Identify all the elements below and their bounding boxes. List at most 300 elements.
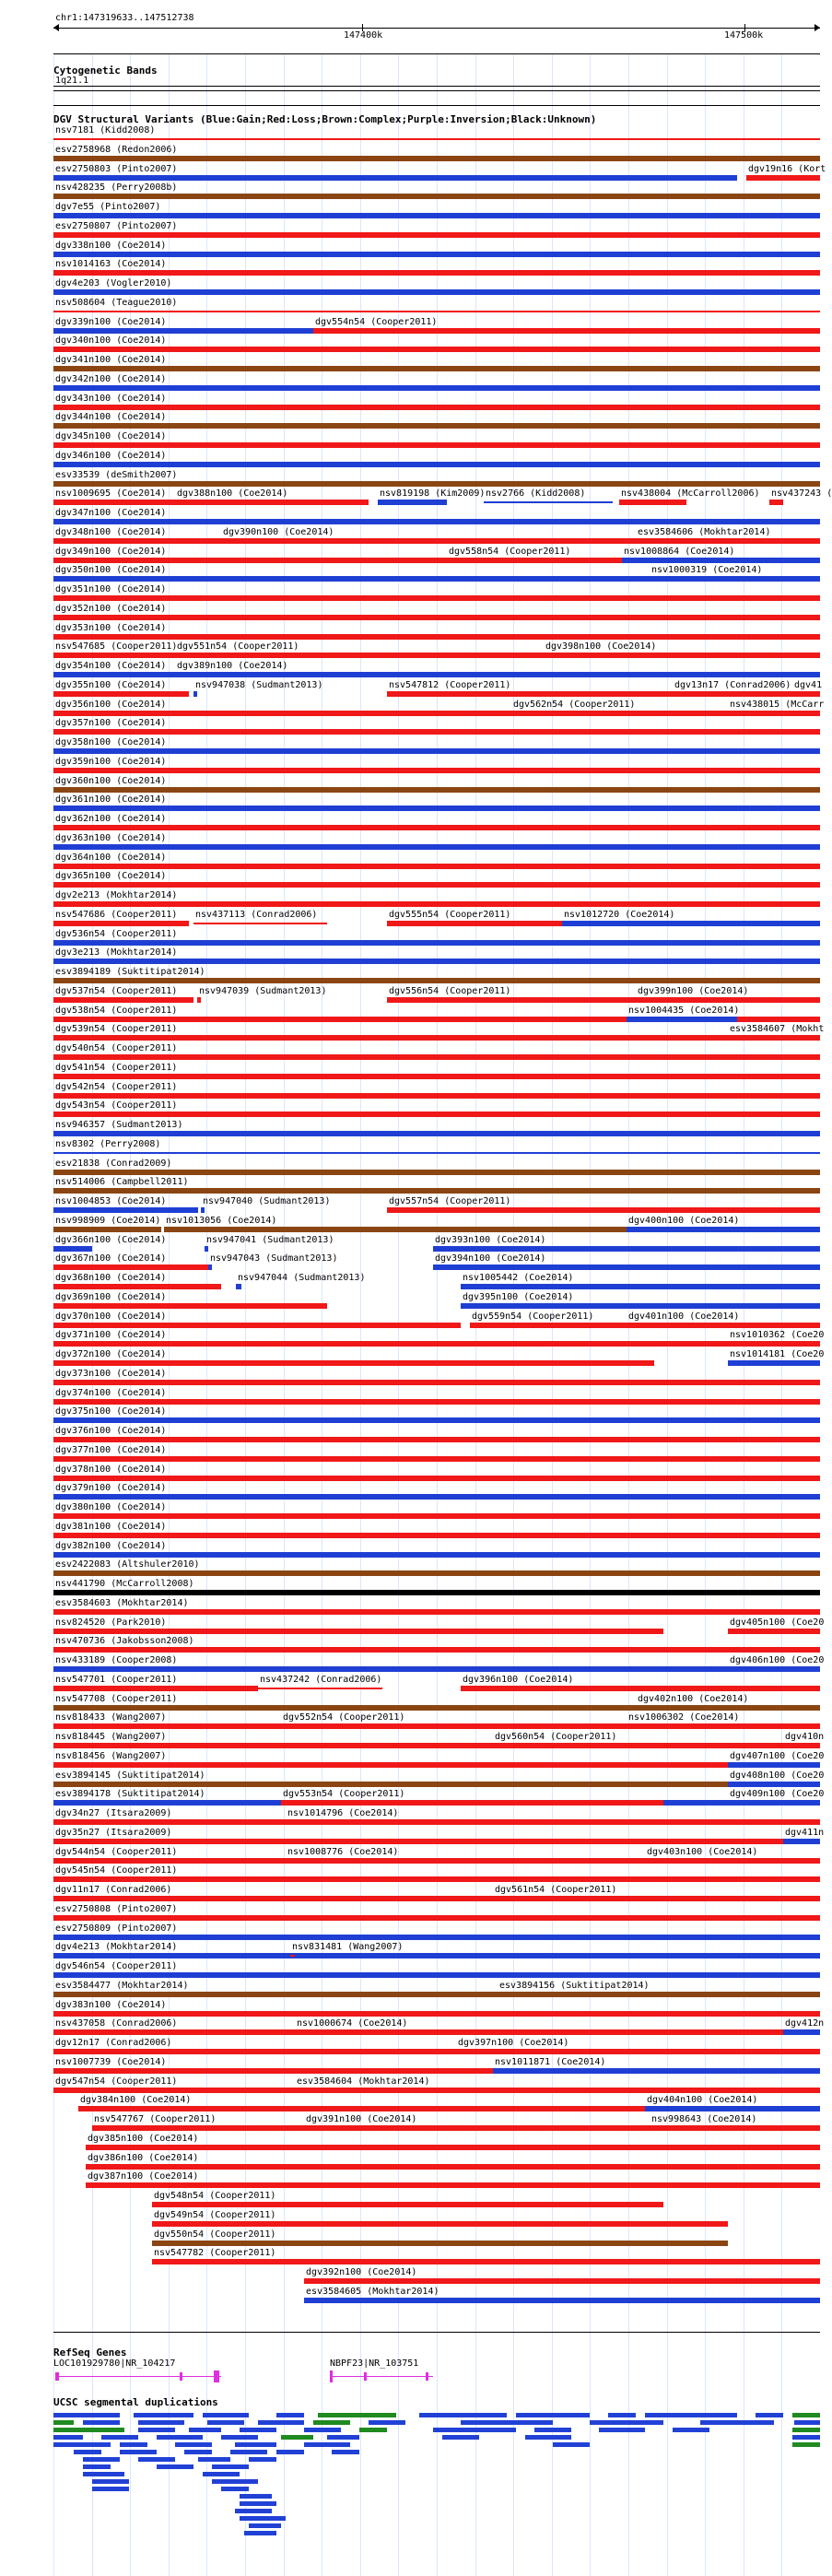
variant-label[interactable]: esv3584606 (Mokhtar2014)	[638, 527, 771, 537]
variant-label[interactable]: nsv1004853 (Coe2014)	[55, 1196, 167, 1206]
variant-bar[interactable]	[650, 576, 820, 582]
variant-bar[interactable]	[728, 1035, 820, 1041]
variant-label[interactable]: dgv562n54 (Cooper2011)	[513, 700, 636, 710]
variant-bar[interactable]	[295, 2029, 765, 2035]
variant-bar[interactable]	[456, 2049, 820, 2054]
variant-label[interactable]: nsv470736 (Jakobsson2008)	[55, 1636, 194, 1646]
variant-bar[interactable]	[53, 1782, 820, 1787]
segdup-block[interactable]	[221, 2435, 258, 2440]
variant-bar[interactable]	[86, 2182, 820, 2188]
variant-bar[interactable]	[53, 864, 820, 869]
variant-label[interactable]: esv2758968 (Redon2006)	[55, 145, 178, 155]
segdup-block[interactable]	[83, 2420, 120, 2425]
variant-bar[interactable]	[53, 1093, 820, 1099]
variant-label[interactable]: nsv818445 (Wang2007)	[55, 1732, 167, 1742]
variant-bar[interactable]	[53, 1915, 820, 1921]
segdup-block[interactable]	[157, 2435, 203, 2440]
segdup-block[interactable]	[83, 2464, 111, 2469]
variant-bar[interactable]	[53, 1972, 820, 1978]
variant-label[interactable]: dgv387n100 (Coe2014)	[88, 2171, 199, 2182]
variant-label[interactable]: esv21838 (Conrad2009)	[55, 1159, 172, 1169]
variant-label[interactable]: nsv8302 (Perry2008)	[55, 1139, 161, 1149]
variant-bar[interactable]	[53, 1686, 258, 1691]
segdup-block[interactable]	[240, 2428, 276, 2432]
variant-bar[interactable]	[53, 1170, 820, 1175]
variant-bar[interactable]	[53, 538, 221, 544]
segdup-block[interactable]	[534, 2428, 571, 2432]
variant-label[interactable]: dgv371n100 (Coe2014)	[55, 1330, 167, 1340]
variant-label[interactable]: esv33539 (deSmith2007)	[55, 470, 178, 480]
variant-bar[interactable]	[53, 595, 820, 601]
variant-bar[interactable]	[728, 1666, 820, 1672]
variant-label[interactable]: dgv392n100 (Coe2014)	[306, 2267, 417, 2277]
variant-label[interactable]: dgv355n100 (Coe2014)	[55, 680, 167, 690]
variant-label[interactable]: dgv379n100 (Coe2014)	[55, 1483, 167, 1493]
variant-label[interactable]: dgv4e203 (Vogler2010)	[55, 278, 172, 288]
segdup-block[interactable]	[212, 2464, 249, 2469]
variant-label[interactable]: dgv350n100 (Coe2014)	[55, 565, 167, 575]
segdup-block[interactable]	[138, 2420, 184, 2425]
variant-label[interactable]: dgv400n100 (Coe2014)	[628, 1216, 740, 1226]
segdup-block[interactable]	[53, 2428, 124, 2432]
segdup-block[interactable]	[53, 2413, 120, 2417]
variant-label[interactable]: dgv399n100 (Coe2014)	[638, 986, 749, 996]
variant-label[interactable]: esv3584605 (Mokhtar2014)	[306, 2287, 439, 2297]
segdup-block[interactable]	[794, 2420, 820, 2425]
variant-bar[interactable]	[53, 806, 820, 811]
variant-label[interactable]: nsv818456 (Wang2007)	[55, 1751, 167, 1761]
variant-label[interactable]: nsv433189 (Cooper2008)	[55, 1655, 178, 1665]
variant-bar[interactable]	[627, 1323, 820, 1328]
variant-label[interactable]: dgv34n27 (Itsara2009)	[55, 1808, 172, 1818]
variant-label[interactable]: dgv540n54 (Cooper2011)	[55, 1043, 178, 1053]
variant-bar[interactable]	[236, 1284, 241, 1289]
variant-bar[interactable]	[53, 481, 820, 487]
variant-bar[interactable]	[53, 615, 820, 620]
variant-bar[interactable]	[493, 1896, 820, 1901]
variant-label[interactable]: nsv1004435 (Coe2014)	[628, 1006, 740, 1016]
variant-bar[interactable]	[627, 1227, 820, 1232]
variant-bar[interactable]	[53, 1552, 820, 1558]
variant-label[interactable]: dgv390n100 (Coe2014)	[223, 527, 334, 537]
gene-model[interactable]	[330, 2376, 433, 2377]
cytoband-track-title[interactable]: Cytogenetic Bands	[53, 65, 158, 76]
variant-label[interactable]: nsv1000319 (Coe2014)	[651, 565, 763, 575]
variant-bar[interactable]	[53, 1112, 820, 1117]
segdup-block[interactable]	[525, 2435, 571, 2440]
variant-label[interactable]: esv2422083 (Altshuler2010)	[55, 1559, 200, 1570]
variant-label[interactable]: nsv947041 (Sudmant2013)	[206, 1235, 334, 1245]
variant-label[interactable]: dgv537n54 (Cooper2011)	[55, 986, 178, 996]
variant-bar[interactable]	[645, 2106, 820, 2111]
variant-label[interactable]: nsv441790 (McCarroll2008)	[55, 1579, 194, 1589]
segdup-block[interactable]	[276, 2413, 304, 2417]
variant-bar[interactable]	[53, 997, 193, 1003]
variant-label[interactable]: dgv560n54 (Cooper2011)	[495, 1732, 617, 1742]
variant-bar[interactable]	[728, 1782, 820, 1787]
variant-bar[interactable]	[433, 1246, 820, 1252]
segdup-block[interactable]	[83, 2457, 120, 2462]
variant-label[interactable]: nsv946357 (Sudmant2013)	[55, 1120, 183, 1130]
variant-label[interactable]: dgv367n100 (Coe2014)	[55, 1253, 167, 1264]
variant-bar[interactable]	[86, 2164, 820, 2170]
variant-bar[interactable]	[498, 1992, 820, 1997]
segdup-block[interactable]	[120, 2450, 157, 2454]
variant-label[interactable]: dgv396n100 (Coe2014)	[463, 1675, 574, 1685]
variant-label[interactable]: dgv388n100 (Coe2014)	[177, 488, 288, 499]
segdup-block[interactable]	[249, 2457, 276, 2462]
variant-label[interactable]: dgv365n100 (Coe2014)	[55, 871, 167, 881]
variant-label[interactable]: esv3584477 (Mokhtar2014)	[55, 1981, 189, 1991]
variant-bar[interactable]	[295, 2088, 820, 2093]
variant-label[interactable]: nsv508604 (Teague2010)	[55, 298, 178, 308]
variant-bar[interactable]	[53, 1188, 820, 1194]
variant-label[interactable]: dgv338n100 (Coe2014)	[55, 241, 167, 251]
variant-label[interactable]: dgv398n100 (Coe2014)	[545, 641, 657, 652]
segdup-block[interactable]	[203, 2472, 240, 2476]
variant-label[interactable]: nsv547782 (Cooper2011)	[154, 2248, 276, 2258]
variant-bar[interactable]	[769, 500, 783, 505]
variant-label[interactable]: dgv555n54 (Cooper2011)	[389, 910, 511, 920]
variant-label[interactable]: dgv352n100 (Coe2014)	[55, 604, 167, 614]
variant-label[interactable]: nsv437113 (Conrad2006)	[195, 910, 318, 920]
variant-bar[interactable]	[53, 1341, 820, 1347]
variant-bar[interactable]	[53, 2011, 820, 2017]
variant-label[interactable]: dgv389n100 (Coe2014)	[177, 661, 288, 671]
variant-label[interactable]: nsv819198 (Kim2009)	[380, 488, 486, 499]
variant-bar[interactable]	[53, 653, 175, 658]
variant-label[interactable]: dgv547n54 (Cooper2011)	[55, 2076, 178, 2087]
variant-bar[interactable]	[152, 2221, 728, 2227]
variant-bar[interactable]	[378, 500, 447, 505]
variant-bar[interactable]	[208, 1264, 212, 1270]
segdup-block[interactable]	[92, 2487, 129, 2491]
variant-label[interactable]: dgv376n100 (Coe2014)	[55, 1426, 167, 1436]
variant-label[interactable]: nsv947039 (Sudmant2013)	[199, 986, 327, 996]
variant-bar[interactable]	[461, 1303, 820, 1309]
variant-bar[interactable]	[728, 1800, 820, 1806]
segdup-block[interactable]	[673, 2428, 709, 2432]
segdup-block[interactable]	[645, 2413, 737, 2417]
variant-bar[interactable]	[53, 1035, 820, 1041]
variant-label[interactable]: dgv340n100 (Coe2014)	[55, 335, 167, 346]
segdup-block[interactable]	[212, 2479, 258, 2484]
segdup-block[interactable]	[83, 2472, 124, 2476]
segdup-block[interactable]	[304, 2442, 350, 2447]
segdup-block[interactable]	[516, 2413, 590, 2417]
variant-label[interactable]: dgv363n100 (Coe2014)	[55, 833, 167, 843]
variant-bar[interactable]	[53, 1417, 820, 1423]
variant-label[interactable]: nsv947044 (Sudmant2013)	[238, 1273, 366, 1283]
variant-label[interactable]: dgv559n54 (Cooper2011)	[472, 1312, 594, 1322]
segdup-block[interactable]	[359, 2428, 387, 2432]
variant-label[interactable]: dgv538n54 (Cooper2011)	[55, 1006, 178, 1016]
variant-label[interactable]: dgv339n100 (Coe2014)	[55, 317, 167, 327]
variant-bar[interactable]	[53, 1629, 663, 1634]
segdup-block[interactable]	[327, 2435, 359, 2440]
variant-bar[interactable]	[461, 1686, 820, 1691]
variant-bar[interactable]	[53, 1246, 92, 1252]
variant-label[interactable]: dgv353n100 (Coe2014)	[55, 623, 167, 633]
segdup-block[interactable]	[332, 2450, 359, 2454]
segdup-block[interactable]	[240, 2494, 272, 2499]
variant-label[interactable]: nsv437243 (	[771, 488, 832, 499]
variant-bar[interactable]	[53, 366, 820, 371]
variant-label[interactable]: nsv947040 (Sudmant2013)	[203, 1196, 331, 1206]
variant-bar[interactable]	[286, 1819, 820, 1825]
variant-label[interactable]: nsv1008776 (Coe2014)	[287, 1847, 399, 1857]
variant-label[interactable]: dgv403n100 (Coe2014)	[647, 1847, 758, 1857]
variant-label[interactable]: nsv1010362 (Coe20	[730, 1330, 825, 1340]
variant-label[interactable]: dgv368n100 (Coe2014)	[55, 1273, 167, 1283]
variant-bar[interactable]	[53, 787, 820, 793]
variant-bar[interactable]	[53, 1074, 820, 1079]
variant-bar[interactable]	[53, 691, 189, 697]
variant-label[interactable]: dgv351n100 (Coe2014)	[55, 584, 167, 594]
segdup-block[interactable]	[230, 2450, 267, 2454]
variant-label[interactable]: dgv380n100 (Coe2014)	[55, 1502, 167, 1512]
variant-label[interactable]: dgv544n54 (Cooper2011)	[55, 1847, 178, 1857]
segdup-block[interactable]	[792, 2413, 820, 2417]
variant-label[interactable]: nsv1000674 (Coe2014)	[297, 2018, 408, 2029]
variant-bar[interactable]	[53, 1207, 198, 1213]
segdup-block[interactable]	[599, 2428, 645, 2432]
variant-label[interactable]: nsv1014163 (Coe2014)	[55, 259, 167, 269]
variant-bar[interactable]	[636, 997, 820, 1003]
variant-label[interactable]: dgv346n100 (Coe2014)	[55, 451, 167, 461]
segdup-block[interactable]	[792, 2428, 820, 2432]
variant-label[interactable]: dgv395n100 (Coe2014)	[463, 1292, 574, 1302]
variant-label[interactable]: dgv358n100 (Coe2014)	[55, 737, 167, 747]
variant-label[interactable]: esv3894156 (Suktitipat2014)	[499, 1981, 650, 1991]
variant-label[interactable]: nsv998643 (Coe2014)	[651, 2114, 757, 2124]
segdup-block[interactable]	[138, 2457, 175, 2462]
variant-label[interactable]: esv3584603 (Mokhtar2014)	[55, 1598, 189, 1608]
segdup-block[interactable]	[53, 2420, 74, 2425]
variant-label[interactable]: nsv1012720 (Coe2014)	[564, 910, 675, 920]
variant-label[interactable]: dgv370n100 (Coe2014)	[55, 1312, 167, 1322]
variant-label[interactable]: dgv552n54 (Cooper2011)	[283, 1712, 405, 1723]
variant-bar[interactable]	[53, 768, 820, 773]
variant-bar[interactable]	[387, 1207, 820, 1213]
variant-bar[interactable]	[53, 156, 820, 161]
segdup-block[interactable]	[419, 2413, 507, 2417]
variant-label[interactable]: dgv35n27 (Itsara2009)	[55, 1828, 172, 1838]
variant-label[interactable]: dgv356n100 (Coe2014)	[55, 700, 167, 710]
segdup-block[interactable]	[258, 2420, 304, 2425]
variant-label[interactable]: dgv546n54 (Cooper2011)	[55, 1961, 178, 1971]
segdup-block[interactable]	[184, 2450, 212, 2454]
variant-bar[interactable]	[53, 175, 737, 181]
variant-label[interactable]: dgv378n100 (Coe2014)	[55, 1464, 167, 1475]
variant-bar[interactable]	[175, 500, 369, 505]
variant-label[interactable]: esv2750808 (Pinto2007)	[55, 1904, 178, 1914]
variant-label[interactable]: dgv374n100 (Coe2014)	[55, 1388, 167, 1398]
variant-label[interactable]: dgv386n100 (Coe2014)	[88, 2153, 199, 2163]
variant-label[interactable]: dgv561n54 (Cooper2011)	[495, 1885, 617, 1895]
variant-label[interactable]: esv2750807 (Pinto2007)	[55, 221, 178, 231]
variant-bar[interactable]	[53, 1935, 820, 1940]
variant-bar[interactable]	[53, 672, 175, 677]
variant-bar[interactable]	[783, 1839, 820, 1844]
variant-label[interactable]: dgv385n100 (Coe2014)	[88, 2134, 199, 2144]
variant-label[interactable]: dgv362n100 (Coe2014)	[55, 814, 167, 824]
variant-label[interactable]: dgv391n100 (Coe2014)	[306, 2114, 417, 2124]
variant-bar[interactable]	[53, 921, 189, 926]
variant-bar[interactable]	[53, 1437, 820, 1442]
variant-label[interactable]: dgv539n54 (Cooper2011)	[55, 1024, 178, 1034]
variant-label[interactable]: dgv542n54 (Cooper2011)	[55, 1082, 178, 1092]
variant-bar[interactable]	[53, 1953, 820, 1958]
variant-label[interactable]: dgv408n100 (Coe20	[730, 1770, 825, 1781]
segdup-block[interactable]	[276, 2450, 304, 2454]
variant-label[interactable]: nsv547767 (Cooper2011)	[94, 2114, 217, 2124]
variant-bar[interactable]	[53, 1456, 820, 1462]
variant-label[interactable]: nsv1005442 (Coe2014)	[463, 1273, 574, 1283]
variant-bar[interactable]	[53, 1152, 820, 1154]
refseq-track-title[interactable]: RefSeq Genes	[53, 2347, 127, 2358]
segdup-block[interactable]	[101, 2435, 138, 2440]
variant-bar[interactable]	[53, 1227, 161, 1232]
variant-label[interactable]: esv2750809 (Pinto2007)	[55, 1923, 178, 1934]
variant-bar[interactable]	[433, 1264, 820, 1270]
variant-bar[interactable]	[53, 385, 820, 391]
variant-bar[interactable]	[728, 1629, 820, 1634]
gene-label[interactable]: NBPF23|NR_103751	[330, 2358, 419, 2369]
segdup-block[interactable]	[240, 2501, 276, 2506]
variant-label[interactable]: dgv381n100 (Coe2014)	[55, 1522, 167, 1532]
variant-label[interactable]: dgv393n100 (Coe2014)	[435, 1235, 546, 1245]
variant-bar[interactable]	[53, 634, 820, 640]
variant-bar[interactable]	[728, 1341, 820, 1347]
variant-bar[interactable]	[53, 311, 820, 312]
variant-bar[interactable]	[152, 2241, 728, 2246]
variant-label[interactable]: nsv437242 (Conrad2006)	[260, 1675, 382, 1685]
variant-bar[interactable]	[783, 1743, 820, 1748]
variant-bar[interactable]	[53, 1380, 820, 1385]
variant-label[interactable]: nsv514006 (Campbell2011)	[55, 1177, 189, 1187]
variant-bar[interactable]	[493, 1743, 820, 1748]
variant-bar[interactable]	[627, 1017, 737, 1022]
variant-label[interactable]: dgv13n17 (Conrad2006)	[674, 680, 791, 690]
variant-bar[interactable]	[783, 2029, 820, 2035]
segdup-block[interactable]	[92, 2479, 129, 2484]
variant-label[interactable]: dgv341n100 (Coe2014)	[55, 355, 167, 365]
variant-label[interactable]: dgv345n100 (Coe2014)	[55, 431, 167, 441]
variant-label[interactable]: nsv1014796 (Coe2014)	[287, 1808, 399, 1818]
variant-label[interactable]: dgv551n54 (Cooper2011)	[177, 641, 299, 652]
variant-label[interactable]: dgv541n54 (Cooper2011)	[55, 1063, 178, 1073]
gene-label[interactable]: LOC101929780|NR_104217	[53, 2358, 176, 2369]
variant-bar[interactable]	[53, 940, 820, 946]
variant-label[interactable]: dgv548n54 (Cooper2011)	[154, 2191, 276, 2201]
variant-label[interactable]: dgv412n	[785, 2018, 825, 2029]
variant-label[interactable]: nsv947038 (Sudmant2013)	[195, 680, 323, 690]
segdup-block[interactable]	[281, 2435, 313, 2440]
segdup-block[interactable]	[608, 2413, 636, 2417]
variant-bar[interactable]	[152, 2202, 663, 2207]
variant-label[interactable]: dgv406n100 (Coe20	[730, 1655, 825, 1665]
variant-bar[interactable]	[746, 175, 820, 181]
variant-label[interactable]: dgv373n100 (Coe2014)	[55, 1369, 167, 1379]
variant-bar[interactable]	[53, 500, 175, 505]
variant-label[interactable]: dgv553n54 (Cooper2011)	[283, 1789, 405, 1799]
segdup-block[interactable]	[461, 2420, 553, 2425]
variant-label[interactable]: dgv382n100 (Coe2014)	[55, 1541, 167, 1551]
variant-label[interactable]: dgv359n100 (Coe2014)	[55, 757, 167, 767]
segdup-block[interactable]	[120, 2442, 147, 2447]
variant-label[interactable]: dgv407n100 (Coe20	[730, 1751, 825, 1761]
variant-label[interactable]: dgv41	[794, 680, 823, 690]
variant-bar[interactable]	[53, 213, 820, 218]
segdup-block[interactable]	[189, 2428, 221, 2432]
segdup-block[interactable]	[700, 2420, 774, 2425]
variant-bar[interactable]	[792, 691, 820, 697]
variant-bar[interactable]	[493, 2068, 820, 2074]
variant-bar[interactable]	[258, 1688, 382, 1689]
segdup-block[interactable]	[792, 2435, 820, 2440]
variant-bar[interactable]	[622, 558, 820, 563]
variant-bar[interactable]	[484, 501, 613, 503]
variant-label[interactable]: dgv557n54 (Cooper2011)	[389, 1196, 511, 1206]
variant-label[interactable]: dgv545n54 (Cooper2011)	[55, 1865, 178, 1876]
segdup-block[interactable]	[53, 2435, 83, 2440]
variant-label[interactable]: dgv344n100 (Coe2014)	[55, 412, 167, 422]
variant-label[interactable]: esv3894178 (Suktitipat2014)	[55, 1789, 205, 1799]
variant-label[interactable]: nsv547701 (Cooper2011)	[55, 1675, 178, 1685]
segdup-block[interactable]	[433, 2428, 516, 2432]
variant-label[interactable]: dgv383n100 (Coe2014)	[55, 2000, 167, 2010]
variant-label[interactable]: dgv394n100 (Coe2014)	[435, 1253, 546, 1264]
variant-bar[interactable]	[53, 423, 820, 429]
variant-label[interactable]: esv2750803 (Pinto2007)	[55, 164, 178, 174]
variant-bar[interactable]	[53, 270, 820, 276]
variant-label[interactable]: dgv342n100 (Coe2014)	[55, 374, 167, 384]
variant-label[interactable]: nsv547686 (Cooper2011)	[55, 910, 178, 920]
segdup-block[interactable]	[590, 2420, 663, 2425]
segdup-block[interactable]	[53, 2442, 111, 2447]
variant-bar[interactable]	[281, 1800, 663, 1806]
variant-bar[interactable]	[461, 1284, 820, 1289]
segdup-block[interactable]	[756, 2413, 783, 2417]
variant-label[interactable]: dgv409n100 (Coe20	[730, 1789, 825, 1799]
variant-bar[interactable]	[304, 2298, 820, 2303]
variant-label[interactable]: nsv824520 (Park2010)	[55, 1617, 167, 1628]
variant-bar[interactable]	[53, 252, 820, 257]
variant-label[interactable]: nsv2766 (Kidd2008)	[486, 488, 586, 499]
variant-bar[interactable]	[152, 2259, 820, 2264]
variant-bar[interactable]	[53, 1513, 820, 1519]
variant-bar[interactable]	[53, 748, 820, 754]
segdup-block[interactable]	[138, 2428, 175, 2432]
variant-bar[interactable]	[53, 1360, 654, 1366]
variant-bar[interactable]	[53, 194, 820, 199]
variant-label[interactable]: nsv818433 (Wang2007)	[55, 1712, 167, 1723]
variant-label[interactable]: nsv1011871 (Coe2014)	[495, 2057, 606, 2067]
variant-bar[interactable]	[650, 2125, 820, 2131]
variant-label[interactable]: dgv375n100 (Coe2014)	[55, 1406, 167, 1417]
variant-label[interactable]: nsv7181 (Kidd2008)	[55, 125, 156, 135]
variant-bar[interactable]	[53, 959, 820, 964]
variant-label[interactable]: nsv947043 (Sudmant2013)	[210, 1253, 338, 1264]
variant-bar[interactable]	[193, 691, 197, 697]
variant-bar[interactable]	[53, 232, 820, 238]
segdup-block[interactable]	[74, 2450, 101, 2454]
variant-bar[interactable]	[53, 882, 820, 888]
variant-label[interactable]: dgv405n100 (Coe20	[730, 1617, 825, 1628]
gene-model[interactable]	[55, 2376, 221, 2377]
variant-label[interactable]: nsv547708 (Cooper2011)	[55, 1694, 178, 1704]
